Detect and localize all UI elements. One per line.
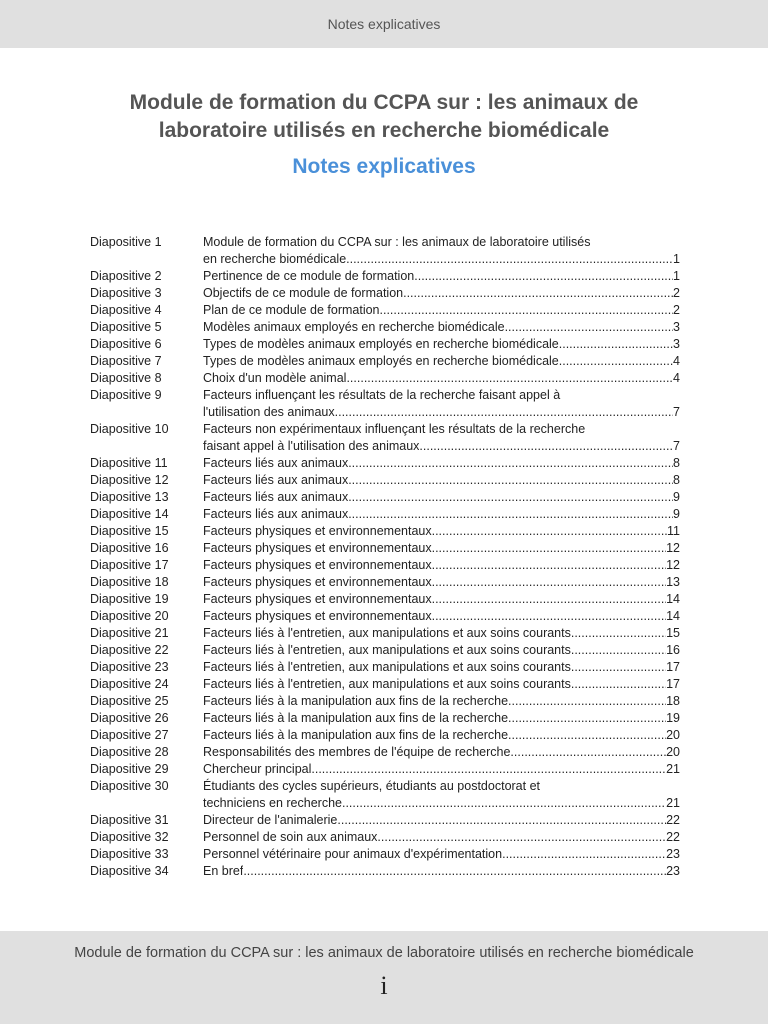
toc-entry-title: Facteurs physiques et environnementaux <box>203 541 432 555</box>
toc-entry-line <box>203 370 680 387</box>
header-title: Notes explicatives <box>327 16 441 32</box>
toc-page-number: 3 <box>673 320 680 334</box>
toc-entry[interactable] <box>90 676 680 693</box>
toc-dot-leader <box>432 523 667 540</box>
document-subtitle: Notes explicatives <box>292 155 476 178</box>
toc-page-number: 9 <box>673 490 680 504</box>
toc-slide-label: Diapositive 16 <box>90 541 169 555</box>
toc-entry-title: Facteurs liés à la manipulation aux fins de la recherche <box>203 694 509 708</box>
toc-page-number: 16 <box>666 643 680 657</box>
toc-slide-label: Diapositive 34 <box>90 864 169 878</box>
toc-slide-label: Diapositive 5 <box>90 320 162 334</box>
toc-slide-label: Diapositive 19 <box>90 592 169 606</box>
toc-entry-title: Facteurs non expérimentaux influençant les résultats de la recherche <box>203 422 586 436</box>
toc-dot-leader <box>432 557 666 574</box>
toc-entry-line <box>203 761 680 778</box>
toc-entry-title: Facteurs liés aux animaux <box>203 456 349 470</box>
toc-entry[interactable] <box>90 812 680 829</box>
toc-entry-title: Facteurs physiques et environnementaux <box>203 558 432 572</box>
toc-page-number: 12 <box>666 558 680 572</box>
document-title-line-1: Module de formation du CCPA sur : les animaux de <box>129 91 639 114</box>
toc-dot-leader <box>348 489 673 506</box>
toc-entry-line <box>203 353 680 370</box>
toc-dot-leader <box>510 744 666 761</box>
toc-slide-label: Diapositive 23 <box>90 660 169 674</box>
toc-slide-label: Diapositive 27 <box>90 728 169 742</box>
toc-slide-label: Diapositive 10 <box>90 422 169 436</box>
toc-entry-title: Module de formation du CCPA sur : les animaux de laboratoire utilisés <box>203 235 591 249</box>
toc-dot-leader <box>403 285 673 302</box>
toc-slide-label: Diapositive 18 <box>90 575 169 589</box>
toc-page-number: 12 <box>666 541 680 555</box>
toc-entry-line <box>203 608 680 625</box>
toc-page-number: 9 <box>673 507 680 521</box>
toc-entry[interactable] <box>90 744 680 761</box>
toc-dot-leader <box>346 251 673 268</box>
toc-slide-label: Diapositive 8 <box>90 371 162 385</box>
page-header <box>0 0 768 48</box>
toc-dot-leader <box>432 574 666 591</box>
toc-dot-leader <box>432 591 666 608</box>
toc-entry-body <box>203 387 680 421</box>
toc-entry-body <box>203 625 680 642</box>
toc-entry[interactable] <box>90 591 680 608</box>
toc-slide-label: Diapositive 15 <box>90 524 169 538</box>
toc-page-number: 13 <box>666 575 680 589</box>
toc-page-number: 14 <box>666 592 680 606</box>
toc-entry-line <box>203 829 680 846</box>
toc-slide-label: Diapositive 30 <box>90 779 169 793</box>
toc-entry-title: Types de modèles animaux employés en recherche biomédicale <box>203 354 559 368</box>
toc-entry[interactable] <box>90 693 680 710</box>
toc-slide-label: Diapositive 11 <box>90 456 168 470</box>
toc-entry-line <box>203 268 680 285</box>
toc-entry-body <box>203 727 680 744</box>
toc-entry[interactable] <box>90 523 680 540</box>
toc-slide-label: Diapositive 33 <box>90 847 169 861</box>
toc-entry-body <box>203 744 680 761</box>
toc-page-number: 17 <box>666 677 680 691</box>
toc-entry-line <box>203 676 680 693</box>
toc-entry-body <box>203 285 680 302</box>
toc-entry-title: Directeur de l'animalerie <box>203 813 338 827</box>
toc-entry-title: Personnel de soin aux animaux <box>203 830 378 844</box>
toc-slide-label: Diapositive 20 <box>90 609 169 623</box>
toc-entry-body <box>203 676 680 693</box>
toc-entry[interactable] <box>90 234 680 268</box>
toc-slide-label: Diapositive 17 <box>90 558 169 572</box>
document-title <box>0 89 768 145</box>
toc-entry-body <box>203 353 680 370</box>
toc-entry-line <box>203 506 680 523</box>
toc-slide-label: Diapositive 2 <box>90 269 162 283</box>
toc-entry[interactable] <box>90 863 680 880</box>
toc-entry-title: Facteurs liés à la manipulation aux fins de la recherche <box>203 711 509 725</box>
toc-entry[interactable] <box>90 625 680 642</box>
toc-entry-title: Facteurs liés à l'entretien, aux manipulations et aux soins courants <box>203 660 571 674</box>
toc-entry-body <box>203 574 680 591</box>
toc-entry[interactable] <box>90 319 680 336</box>
toc-entry-line <box>203 795 680 812</box>
toc-dot-leader <box>571 625 666 642</box>
toc-entry-body <box>203 710 680 727</box>
toc-slide-label: Diapositive 29 <box>90 762 169 776</box>
toc-entry-line <box>203 319 680 336</box>
toc-dot-leader <box>348 506 673 523</box>
toc-entry-title: Types de modèles animaux employés en recherche biomédicale <box>203 337 559 351</box>
toc-page-number: 2 <box>673 303 680 317</box>
toc-page-number: 18 <box>666 694 680 708</box>
toc-slide-label: Diapositive 6 <box>90 337 162 351</box>
toc-entry[interactable] <box>90 540 680 557</box>
toc-entry-title: Facteurs liés à la manipulation aux fins de la recherche <box>203 728 509 742</box>
toc-page-number: 23 <box>666 864 680 878</box>
toc-page-number: 8 <box>673 473 680 487</box>
toc-entry-title: faisant appel à l'utilisation des animaux <box>203 439 420 453</box>
toc-entry-title: Facteurs liés à l'entretien, aux manipulations et aux soins courants <box>203 677 571 691</box>
toc-page-number: 14 <box>666 609 680 623</box>
toc-page-number: 23 <box>666 847 680 861</box>
toc-entry[interactable] <box>90 268 680 285</box>
toc-entry[interactable] <box>90 761 680 778</box>
toc-dot-leader <box>508 710 666 727</box>
toc-entry-body <box>203 336 680 353</box>
toc-entry-body <box>203 319 680 336</box>
toc-slide-label: Diapositive 21 <box>90 626 169 640</box>
toc-entry[interactable] <box>90 829 680 846</box>
toc-entry[interactable] <box>90 574 680 591</box>
toc-entry-title: Facteurs liés aux animaux <box>203 473 349 487</box>
toc-entry[interactable] <box>90 710 680 727</box>
toc-dot-leader <box>346 370 673 387</box>
toc-entry-body <box>203 370 680 387</box>
toc-slide-label: Diapositive 7 <box>90 354 162 368</box>
toc-page-number: 21 <box>666 796 680 810</box>
toc-entry-body <box>203 506 680 523</box>
toc-entry-line <box>203 710 680 727</box>
toc-page-number: 2 <box>673 286 680 300</box>
toc-entry-title: Modèles animaux employés en recherche biomédicale <box>203 320 505 334</box>
footer-page-number: i <box>380 971 388 1000</box>
toc-page-number: 3 <box>673 337 680 351</box>
toc-entry-body <box>203 523 680 540</box>
toc-slide-label: Diapositive 28 <box>90 745 169 759</box>
toc-page-number: 20 <box>666 728 680 742</box>
toc-entry-body <box>203 659 680 676</box>
toc-entry-title: Choix d'un modèle animal <box>203 371 347 385</box>
toc-dot-leader <box>432 608 666 625</box>
toc-entry-title: en recherche biomédicale <box>203 252 347 266</box>
toc-entry-body <box>203 591 680 608</box>
toc-entry-title: techniciens en recherche <box>203 796 342 810</box>
toc-dot-leader <box>337 812 666 829</box>
toc-page-number: 20 <box>666 745 680 759</box>
toc-entry-body <box>203 268 680 285</box>
toc-dot-leader <box>342 795 666 812</box>
toc-entry-line <box>203 540 680 557</box>
toc-entry-body <box>203 489 680 506</box>
toc-page-number: 7 <box>673 439 680 453</box>
toc-entry-body <box>203 642 680 659</box>
toc-dot-leader <box>419 438 673 455</box>
toc-entry-line <box>203 727 680 744</box>
toc-entry-body <box>203 557 680 574</box>
toc-entry-title: Facteurs liés aux animaux <box>203 490 349 504</box>
toc-page-number: 1 <box>673 252 680 266</box>
toc-slide-label: Diapositive 14 <box>90 507 169 521</box>
toc-slide-label: Diapositive 13 <box>90 490 169 504</box>
toc-entry-title: Personnel vétérinaire pour animaux d'expérimentation <box>203 847 503 861</box>
toc-slide-label: Diapositive 4 <box>90 303 162 317</box>
toc-entry-line <box>203 642 680 659</box>
toc-entry-body <box>203 540 680 557</box>
toc-entry-title: Facteurs liés aux animaux <box>203 507 349 521</box>
toc-slide-label: Diapositive 9 <box>90 388 162 402</box>
toc-page-number: 22 <box>666 830 680 844</box>
toc-entry-line <box>203 438 680 455</box>
toc-dot-leader <box>377 829 666 846</box>
toc-entry[interactable] <box>90 370 680 387</box>
toc-entry[interactable] <box>90 506 680 523</box>
toc-page-number: 4 <box>673 371 680 385</box>
toc-entry-body <box>203 608 680 625</box>
toc-entry-title: Pertinence de ce module de formation <box>203 269 415 283</box>
toc-entry-line <box>203 455 680 472</box>
toc-page-number: 19 <box>666 711 680 725</box>
toc-entry-body <box>203 421 680 455</box>
toc-entry-title: Facteurs influençant les résultats de la recherche faisant appel à <box>203 388 561 402</box>
toc-dot-leader <box>508 693 666 710</box>
toc-entry[interactable] <box>90 387 680 421</box>
toc-entry-title: Responsabilités des membres de l'équipe de recherche <box>203 745 511 759</box>
toc-entry-line <box>203 285 680 302</box>
toc-entry-body <box>203 234 680 268</box>
toc-page-number: 17 <box>666 660 680 674</box>
toc-dot-leader <box>559 336 673 353</box>
toc-slide-label: Diapositive 22 <box>90 643 169 657</box>
toc-entry-title: Plan de ce module de formation <box>203 303 380 317</box>
toc-page-number: 11 <box>667 524 680 538</box>
toc-page-number: 8 <box>673 456 680 470</box>
toc-page-number: 15 <box>666 626 680 640</box>
toc-entry-body <box>203 761 680 778</box>
toc-entry[interactable] <box>90 285 680 302</box>
toc-dot-leader <box>432 540 666 557</box>
toc-entry[interactable] <box>90 846 680 863</box>
table-of-contents <box>90 234 680 880</box>
toc-dot-leader <box>243 863 666 880</box>
toc-entry[interactable] <box>90 727 680 744</box>
toc-entry-title: Facteurs liés à l'entretien, aux manipulations et aux soins courants <box>203 626 571 640</box>
toc-entry-body <box>203 455 680 472</box>
toc-page-number: 21 <box>666 762 680 776</box>
toc-dot-leader <box>505 319 673 336</box>
toc-entry[interactable] <box>90 642 680 659</box>
toc-dot-leader <box>414 268 673 285</box>
toc-dot-leader <box>559 353 673 370</box>
toc-dot-leader <box>311 761 666 778</box>
toc-entry-title: Chercheur principal <box>203 762 312 776</box>
toc-entry-title: Facteurs liés à l'entretien, aux manipulations et aux soins courants <box>203 643 571 657</box>
document-title-line-2: laboratoire utilisés en recherche biomédicale <box>158 119 610 142</box>
toc-entry[interactable] <box>90 472 680 489</box>
toc-entry-body <box>203 846 680 863</box>
toc-slide-label: Diapositive 3 <box>90 286 162 300</box>
toc-entry-title: Étudiants des cycles supérieurs, étudiants au postdoctorat et <box>203 779 540 793</box>
toc-entry-line <box>203 557 680 574</box>
toc-dot-leader <box>508 727 666 744</box>
footer-text: Module de formation du CCPA sur : les animaux de laboratoire utilisés en recherche biomédicale <box>74 945 694 961</box>
toc-entry[interactable] <box>90 608 680 625</box>
toc-entry[interactable] <box>90 557 680 574</box>
toc-entry-title: Facteurs physiques et environnementaux <box>203 524 432 538</box>
toc-page-number: 7 <box>673 405 680 419</box>
toc-slide-label: Diapositive 1 <box>90 235 162 249</box>
toc-entry-line <box>203 693 680 710</box>
page-footer <box>0 931 768 1024</box>
toc-entry-title: l'utilisation des animaux <box>203 405 335 419</box>
toc-entry[interactable] <box>90 353 680 370</box>
toc-entry-body <box>203 302 680 319</box>
toc-entry-line <box>203 659 680 676</box>
toc-entry-line <box>203 744 680 761</box>
toc-entry-line <box>203 574 680 591</box>
toc-dot-leader <box>380 302 674 319</box>
toc-entry-line <box>203 523 680 540</box>
toc-dot-leader <box>335 404 673 421</box>
toc-entry-title: Facteurs physiques et environnementaux <box>203 575 432 589</box>
toc-slide-label: Diapositive 26 <box>90 711 169 725</box>
toc-entry-line <box>203 625 680 642</box>
toc-entry[interactable] <box>90 489 680 506</box>
toc-dot-leader <box>571 659 666 676</box>
toc-entry[interactable] <box>90 302 680 319</box>
toc-slide-label: Diapositive 31 <box>90 813 169 827</box>
toc-entry-line <box>203 846 680 863</box>
toc-entry-line <box>203 591 680 608</box>
toc-dot-leader <box>571 676 666 693</box>
toc-entry-line <box>203 302 680 319</box>
toc-entry-body <box>203 829 680 846</box>
toc-entry[interactable] <box>90 336 680 353</box>
toc-entry-line <box>203 863 680 880</box>
toc-entry-line <box>203 336 680 353</box>
toc-page-number: 1 <box>673 269 680 283</box>
toc-entry-body <box>203 693 680 710</box>
toc-entry-line <box>203 472 680 489</box>
toc-page-number: 22 <box>666 813 680 827</box>
toc-entry-body <box>203 812 680 829</box>
toc-slide-label: Diapositive 24 <box>90 677 169 691</box>
toc-dot-leader <box>348 472 673 489</box>
toc-entry-body <box>203 472 680 489</box>
toc-entry[interactable] <box>90 778 680 812</box>
toc-entry[interactable] <box>90 659 680 676</box>
toc-dot-leader <box>571 642 666 659</box>
toc-entry-body <box>203 778 680 812</box>
toc-entry-body <box>203 863 680 880</box>
toc-slide-label: Diapositive 32 <box>90 830 169 844</box>
toc-slide-label: Diapositive 12 <box>90 473 169 487</box>
toc-entry-line <box>203 404 680 421</box>
toc-page-number: 4 <box>673 354 680 368</box>
toc-entry-title: Facteurs physiques et environnementaux <box>203 609 432 623</box>
toc-entry[interactable] <box>90 455 680 472</box>
toc-entry-title: Objectifs de ce module de formation <box>203 286 404 300</box>
toc-entry-title: En bref <box>203 864 244 878</box>
toc-entry-line <box>203 489 680 506</box>
toc-entry-line <box>203 812 680 829</box>
toc-dot-leader <box>348 455 673 472</box>
toc-entry-title: Facteurs physiques et environnementaux <box>203 592 432 606</box>
toc-slide-label: Diapositive 25 <box>90 694 169 708</box>
toc-dot-leader <box>502 846 666 863</box>
toc-entry[interactable] <box>90 421 680 455</box>
toc-entry-line <box>203 251 680 268</box>
